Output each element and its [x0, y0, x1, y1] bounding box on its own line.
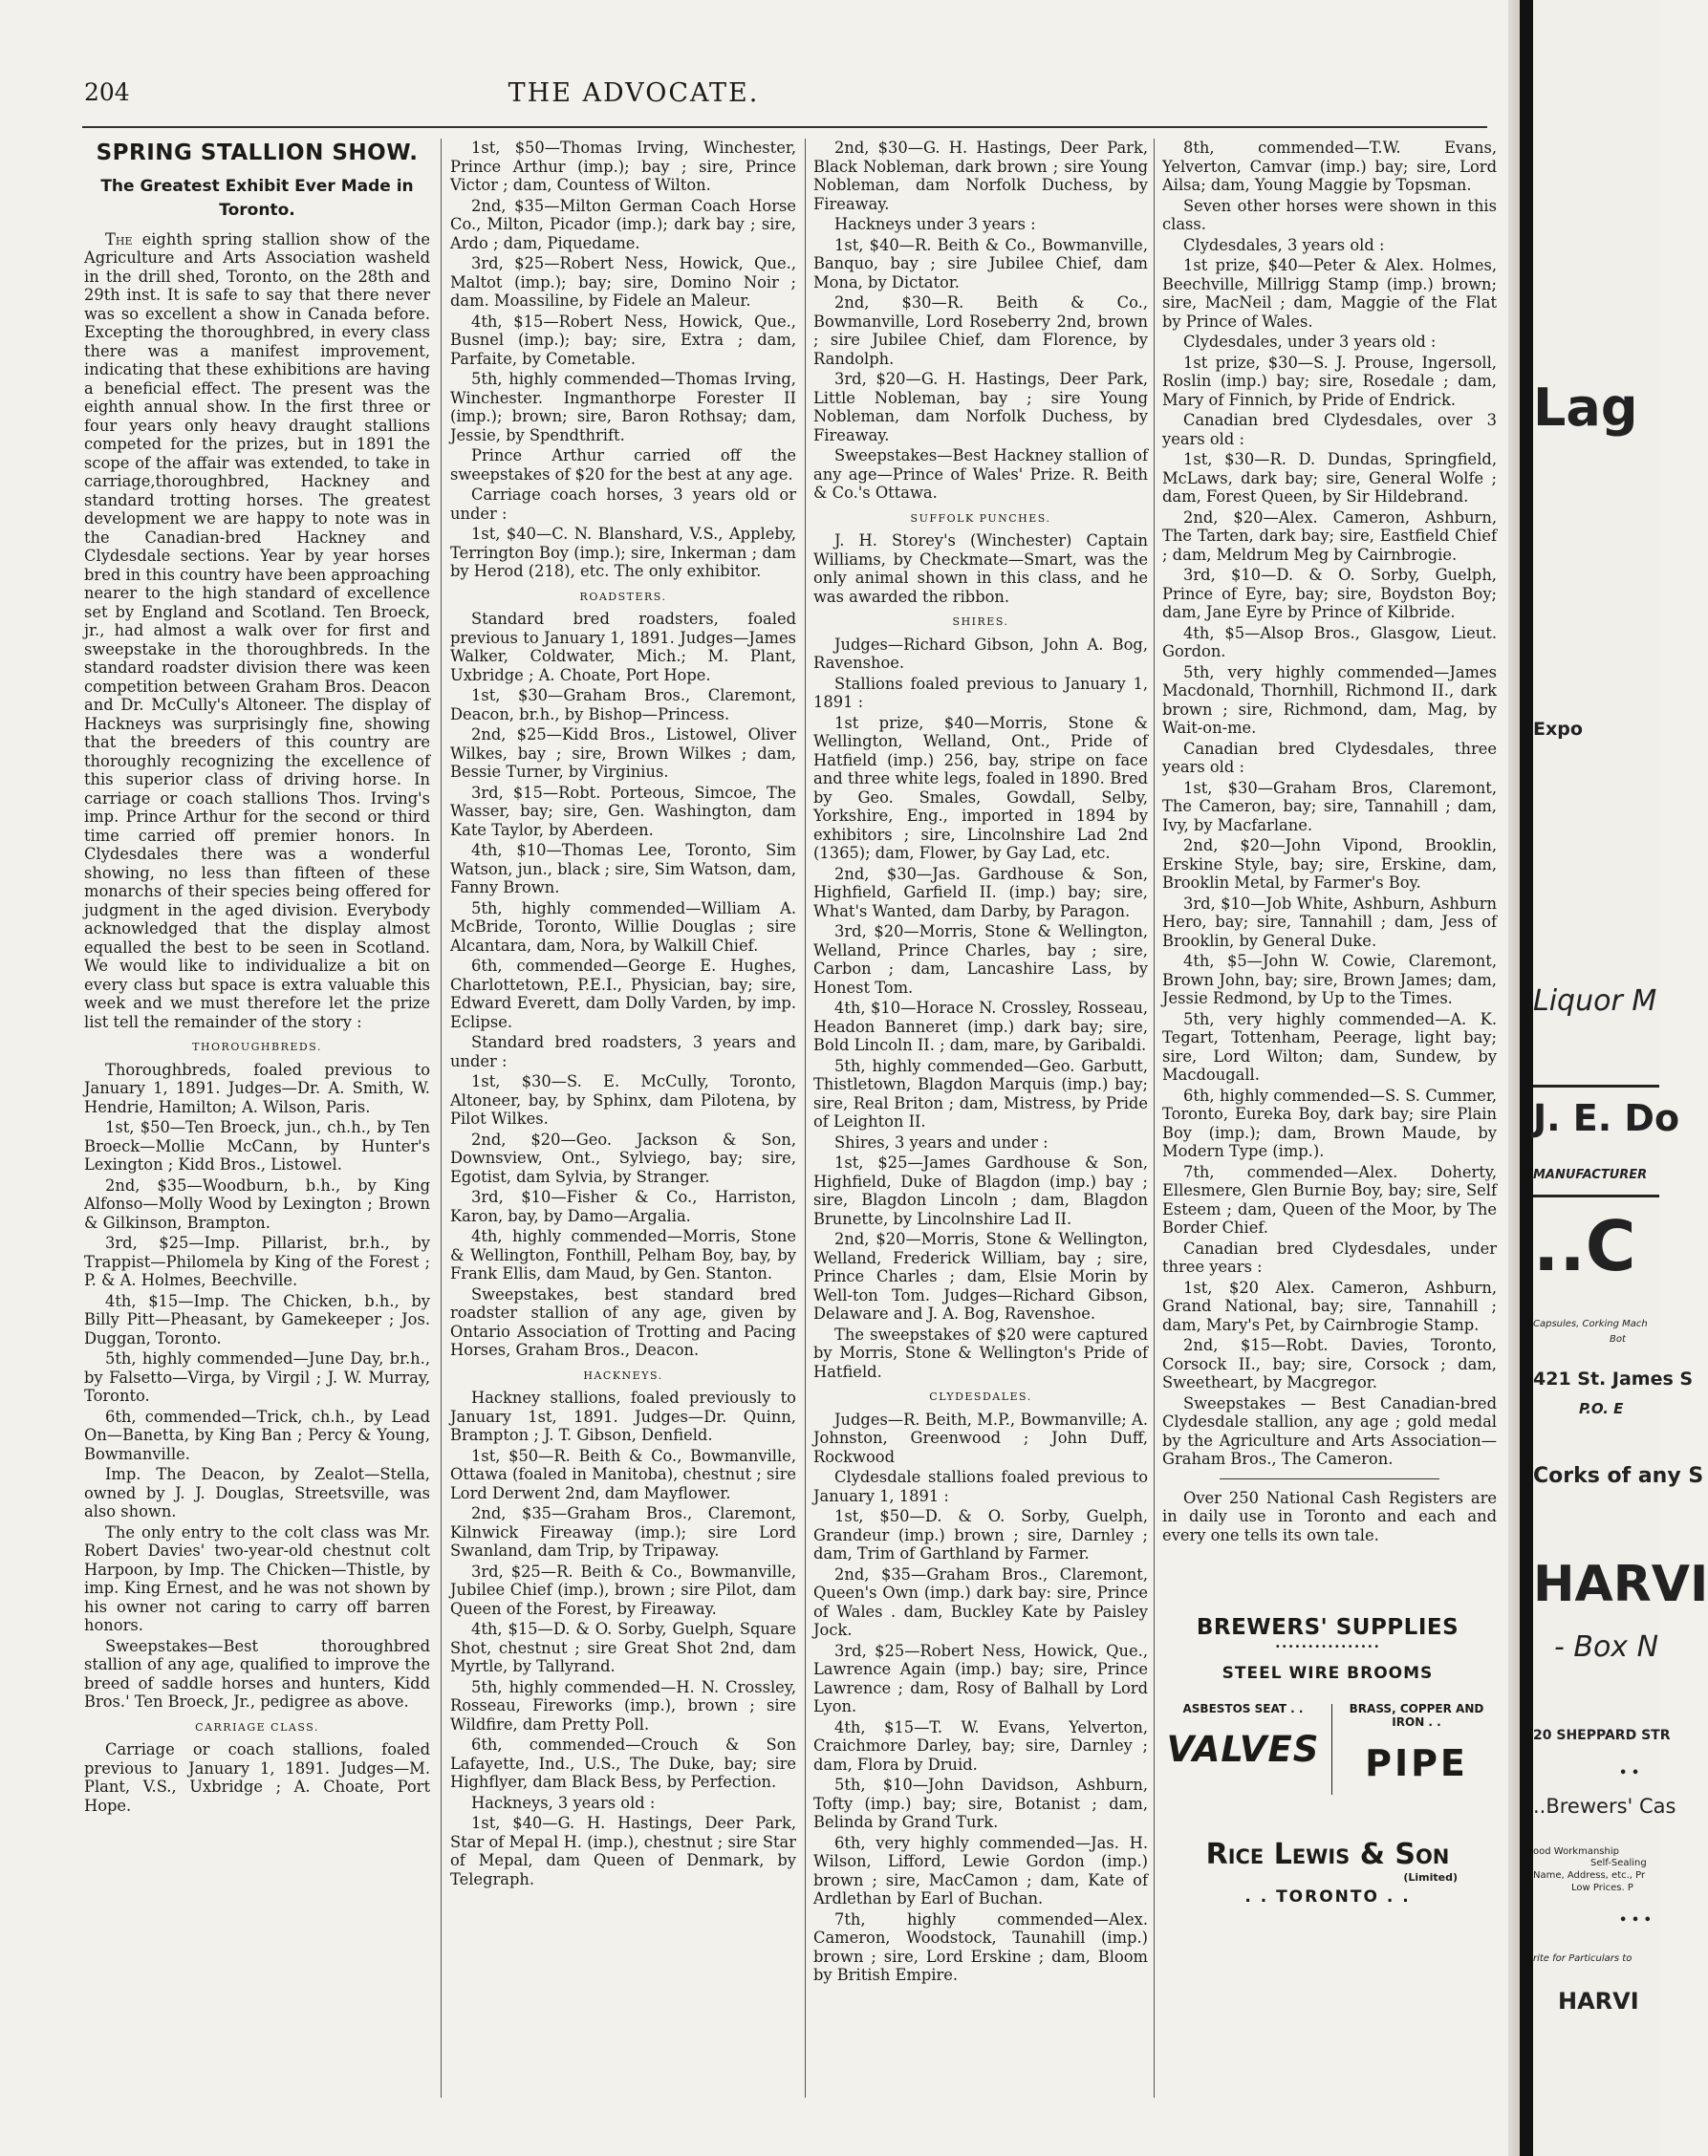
prize-entry: Canadian bred Clydesdales, over 3 years old :: [1162, 411, 1497, 448]
prize-entry: 2nd, $20—Alex. Cameron, Ashburn, The Tarten, dark bay; sire, Eastfield Chief ; dam, Meldrum Meg by Cairnbrogie.: [1162, 507, 1497, 564]
prize-entry: 1st, $25—James Gardhouse & Son, Highfield, Duke of Blagdon (imp.) bay ; sire, Blagdon Lincoln ; dam, Blagdon Brunette, by Lincolnshire Lad II.: [813, 1153, 1148, 1228]
prize-entry: The only entry to the colt class was Mr. Robert Davies' two-year-old chestnut colt Harpoon, by Imp. The Chicken—Thistle, by imp. King Ernest, and he was not shown by his owner not caring to carry off barren honors.: [84, 1522, 430, 1634]
next-page-text: HARVI: [1533, 1556, 1708, 1613]
ad-valves-block: [1159, 1702, 1327, 1822]
prize-entry: Sweepstakes—Best thoroughbred stallion of any age, qualified to improve the breed of saddle horses and hunters, Kidd Bros.' Ten Broeck, Jr., pedigree as above.: [84, 1636, 430, 1711]
prize-entry: 2nd, $35—Woodburn, b.h., by King Alfonso—Molly Wood by Lexington ; Brown & Gilkinson, Brampton.: [84, 1175, 430, 1232]
next-page-text: P.O. E: [1579, 1400, 1624, 1417]
next-page-text: Name, Address, etc., Pr: [1533, 1870, 1646, 1881]
column-3: [813, 139, 1148, 2102]
section-heading: CARRIAGE CLASS.: [195, 1720, 319, 1734]
prize-entry: Over 250 National Cash Registers are in daily use in Toronto and each and every one tells its own tale.: [1162, 1488, 1497, 1544]
prize-entry: 8th, commended—T.W. Evans, Yelverton, Camvar (imp.) bay; sire, Lord Ailsa; dam, Young Maggie by Topsman.: [1162, 139, 1497, 194]
prize-entry: 1st, $30—Graham Bros, Claremont, The Cameron, bay; sire, Tannahill ; dam, Ivy, by Macfarlane.: [1162, 778, 1497, 834]
prize-entry: 5th, highly commended—Geo. Garbutt, Thistletown, Blagdon Marquis (imp.) bay; sire, Real Briton ; dam, Mistress, by Pride of Leighton II.: [813, 1056, 1148, 1131]
next-page-text: Lag: [1533, 377, 1638, 438]
prize-entry: 1st, $40—R. Beith & Co., Bowmanville, Banquo, bay ; sire Jubilee Chief, dam Mona, by Dictator.: [813, 235, 1148, 291]
next-page-text: HARVI: [1558, 1988, 1639, 2015]
prize-entry: 3rd, $25—R. Beith & Co., Bowmanville, Jubilee Chief (imp.), brown ; sire Pilot, dam Queen of the Forest, by Fireaway.: [450, 1562, 796, 1618]
page-gutter: [1508, 0, 1520, 2156]
next-page-edge: [1533, 0, 1708, 2156]
prize-entry: 2nd, $25—Kidd Bros., Listowel, Oliver Wilkes, bay ; sire, Brown Wilkes ; dam, Bessie Turner, by Virginius.: [450, 725, 796, 781]
next-page-text: 20 SHEPPARD STR: [1533, 1728, 1671, 1743]
prize-entry: 3rd, $10—D. & O. Sorby, Guelph, Prince of Eyre, bay; sire, Boydston Boy; dam, Jane Eyre by Prince of Kilbride.: [1162, 566, 1497, 621]
prize-entry: 4th, $10—Thomas Lee, Toronto, Sim Watson, jun., black ; sire, Sim Watson, dam, Fanny Brown.: [450, 841, 796, 896]
prize-entry: 2nd, $30—Jas. Gardhouse & Son, Highfield, Garfield II. (imp.) bay; sire, What's Wanted, dam Darby, by Paragon.: [813, 864, 1148, 920]
ad-city: . . TORONTO . .: [1244, 1887, 1411, 1907]
next-page-text: rite for Particulars to: [1533, 1953, 1632, 1964]
prize-entry: 4th, $15—Imp. The Chicken, b.h., by Billy Pitt—Pheasant, by Gamekeeper ; Jos. Duggan, Toronto.: [84, 1291, 430, 1348]
prize-entry: Standard bred roadsters, foaled previous to January 1, 1891. Judges—James Walker, Coldwater, Mich.; M. Plant, Uxbridge ; A. Choate, Port Hope.: [450, 610, 796, 684]
next-page-text: • •: [1619, 1766, 1640, 1780]
ad-dots: ••••••••••••••••: [1274, 1642, 1381, 1652]
prize-entry: 5th, very highly commended—James Macdonald, Thornhill, Richmond II., dark brown ; sire, Richmond, dam, Mag, by Wait-on-me.: [1162, 662, 1497, 737]
article-intro: [84, 230, 430, 1032]
next-page-text: Low Prices. P: [1571, 1883, 1633, 1893]
prize-entry: Sweepstakes, best standard bred roadster stallion of any age, given by Ontario Association of Trotting and Pacing Horses, Graham Bros., Deacon.: [450, 1284, 796, 1359]
prize-entry: 2nd, $30—R. Beith & Co., Bowmanville, Lord Roseberry 2nd, brown ; sire Jubilee Chief, dam Florence, by Randolph.: [813, 293, 1148, 368]
prize-entry: 2nd, $35—Milton German Coach Horse Co., Milton, Picador (imp.); dark bay ; sire, Ardo ; dam, Piquedame.: [450, 196, 796, 252]
next-page-text: Corks of any S: [1533, 1464, 1704, 1488]
section-heading: SUFFOLK PUNCHES.: [910, 511, 1051, 525]
prize-entry: 2nd, $15—Robt. Davies, Toronto, Corsock II., bay; sire, Corsock ; dam, Sweetheart, by Macgregor.: [1162, 1336, 1497, 1391]
prize-entry: Canadian bred Clydesdales, under three years :: [1162, 1239, 1497, 1276]
prize-entry: 4th, $15—D. & O. Sorby, Guelph, Square Shot, chestnut ; sire Great Shot 2nd, dam Myrtle, by Tallyrand.: [450, 1620, 796, 1675]
prize-entry: 2nd, $30—G. H. Hastings, Deer Park, Black Nobleman, dark brown ; sire Young Nobleman, dam Norfolk Duchess, by Fireaway.: [813, 139, 1148, 213]
prize-entry: Stallions foaled previous to January 1, 1891 :: [813, 674, 1148, 711]
ad-left-small: ASBESTOS SEAT . .: [1182, 1702, 1304, 1715]
prize-entry: 3rd, $10—Fisher & Co., Harriston, Karon, bay, by Damo—Argalia.: [450, 1188, 796, 1225]
prize-entry: 2nd, $35—Graham Bros., Claremont, Kilnwick Fireaway (imp.); sire Lord Swanland, dam Trip, by Tripaway.: [450, 1504, 796, 1560]
prize-entry: Thoroughbreds, foaled previous to January 1, 1891. Judges—Dr. A. Smith, W. Hendrie, Hamilton; A. Wilson, Paris.: [84, 1060, 430, 1116]
prize-entry: 5th, $10—John Davidson, Ashburn, Tofty (imp.) bay; sire, Botanist ; dam, Belinda by Grand Turk.: [813, 1776, 1148, 1831]
prize-entry: Clydesdales, under 3 years old :: [1183, 333, 1437, 351]
prize-entry: Clydesdale stallions foaled previous to January 1, 1891 :: [813, 1468, 1148, 1505]
prize-entry: Hackneys under 3 years :: [834, 215, 1036, 233]
prize-entry: 1st prize, $40—Morris, Stone & Wellington, Welland, Ont., Pride of Hatfield (imp.) 256, bay, stripe on face and three white legs, foaled in 1890. Bred by Geo. Smales, Gowdall, Selby, Yorkshire, Eng., imported in 1894 by exhibitors ; sire, Lincolnshire Lad 2nd (1365); dam, Flower, by Gay Lad, etc.: [813, 713, 1148, 862]
ad-products: [1159, 1702, 1496, 1826]
prize-entry: 1st prize, $40—Peter & Alex. Holmes, Beechville, Millrigg Stamp (imp.) brown; sire, MacNeil ; dam, Maggie of the Flat by Prince of Wales.: [1162, 256, 1497, 331]
section-heading: CLYDESDALES.: [929, 1391, 1032, 1403]
prize-entry: 2nd, $20—Morris, Stone & Wellington, Welland, Frederick William, bay ; sire, Prince Charles ; dam, Elsie Morin by Well-ton Tom. Judges—Richard Gibson, Delaware and J. A. Bog, Ravenshoe.: [813, 1230, 1148, 1323]
section-heading: ROADSTERS.: [579, 590, 667, 603]
prize-entry: 3rd, $25—Imp. Pillarist, br.h., by Trappist—Philomela by King of the Forest ; P. & A. Holmes, Beechville.: [84, 1234, 430, 1289]
prize-entry: 3rd, $15—Robt. Porteous, Simcoe, The Wasser, bay; sire, Gen. Washington, dam Kate Taylor, by Aberdeen.: [450, 783, 796, 839]
prize-entry: Standard bred roadsters, 3 years and under :: [450, 1033, 796, 1070]
prize-entry: 6th, commended—George E. Hughes, Charlottetown, P.E.I., Physician, bay; sire, Edward Everett, dam Dolly Varden, by imp. Eclipse.: [450, 957, 796, 1031]
intro-dropcap: The: [105, 229, 133, 248]
column-divider: [805, 139, 806, 2098]
prize-entry: 2nd, $20—Geo. Jackson & Son, Downsview, Ont., Sylviego, bay; sire, Egotist, dam Sylvia, by Stranger.: [450, 1130, 796, 1186]
next-page-text: • • •: [1619, 1913, 1652, 1928]
intro-text: eighth spring stallion show of the Agriculture and Arts Association washeld in the drill shed, Toronto, on the 28th and 29th inst. It is safe to say that there never was so excellent a show in Canada before. Excepting the thoroughbred, in every class there was a manifest improvement, indicating that these exhibitions are having a beneficial effect. The present was the eighth annual show. In the first three or four years only heavy draught stallions competed for the prizes, but in 1891 the scope of the affair was extended, to take in carriage,thoroughbred, Hackney and standard trotting horses. The greatest development we are happy to note was in the Canadian-bred Hackney and Clydesdale sections. Year by year horses bred in this country have been approaching nearer to the high standard of excellence set by England and Scotland. Ten Broeck, jr., had almost a walk over for first and sweepstake in the thoroughbreds. In the standard roadster division there was keen competition between Graham Bros. Deacon and Dr. McCully's Altoneer. The display of Hackneys was surprisingly fine, showing that the breeders of this country are thoroughly recognizing the excellence of this superior class of driving horse. In carriage or coach stallions Thos. Irving's imp. Prince Arthur for the second or third time carried off premier honors. In Clydesdales there was a wonderful showing, no less than fifteen of these monarchs of their species being offered for judgment in the aged division. Everybody acknowledged that the display almost equalled the best to be seen in Scotland. We would like to individualize a bit on every class but space is extra valuable this week and we must therefore let the prize list tell the remainder of the story :: [84, 229, 430, 1031]
prize-entry: 1st, $40—C. N. Blanshard, V.S., Appleby, Terrington Boy (imp.); sire, Inkerman ; dam by Herod (218), etc. The only exhibitor.: [450, 525, 796, 580]
article-headline: SPRING STALLION SHOW.: [96, 140, 419, 165]
section-heading: HACKNEYS.: [583, 1369, 663, 1382]
prize-entry: Shires, 3 years and under :: [834, 1132, 1049, 1152]
column-divider: [441, 139, 442, 2098]
ad-pipe-block: [1337, 1702, 1496, 1822]
prize-entry: 6th, highly commended—S. S. Cummer, Toronto, Eureka Boy, dark bay; sire Plain Boy (imp.); dam, Brown Maude, by Modern Type (imp.).: [1162, 1086, 1497, 1160]
prize-entry: 1st, $50—Ten Broeck, jun., ch.h., by Ten Broeck—Mollie McCann, by Hunter's Lexington ; Kidd Bros., Listowel.: [84, 1118, 430, 1174]
next-page-text: Bot: [1610, 1334, 1626, 1345]
next-page-text: MANUFACTURER: [1533, 1168, 1648, 1182]
prize-entry: 4th, $5—John W. Cowie, Claremont, Brown John, bay; sire, Brown James; dam, Jessie Redmond, by Up to the Times.: [1162, 952, 1497, 1007]
section-rule: [1220, 1478, 1439, 1479]
prize-entry: J. H. Storey's (Winchester) Captain Williams, by Checkmate—Smart, was the only animal shown in this class, and he was awarded the ribbon.: [813, 531, 1148, 606]
page-number: 204: [84, 78, 130, 106]
prize-entry: 3rd, $10—Job White, Ashburn, Ashburn Hero, bay; sire, Tannahill ; dam, Jess of Brooklin, by General Duke.: [1162, 894, 1497, 950]
ad-subtitle: STEEL WIRE BROOMS: [1222, 1664, 1434, 1683]
next-page-text: ..Brewers' Cas: [1533, 1795, 1676, 1818]
prize-entry: Sweepstakes — Best Canadian-bred Clydesdale stallion, any age ; gold medal by the Agriculture and Arts Association—Graham Bros., The Cameron.: [1162, 1393, 1497, 1468]
ad-right-big: PIPE: [1365, 1742, 1468, 1784]
next-page-text: ..C: [1533, 1206, 1636, 1286]
prize-entry: 4th, $15—T. W. Evans, Yelverton, Craichmore Darley, bay; sire, Darnley ; dam, Flora by Druid.: [813, 1717, 1148, 1774]
prize-entry: 2nd, $20—John Vipond, Brooklin, Erskine Style, bay; sire, Erskine, dam, Brooklin Metal, by Farmer's Boy.: [1162, 836, 1497, 892]
column-2: [450, 139, 796, 2102]
prize-entry: Carriage coach horses, 3 years old or under :: [450, 485, 796, 523]
next-page-text: Self-Sealing: [1590, 1858, 1647, 1868]
prize-entry: Hackney stallions, foaled previously to January 1st, 1891. Judges—Dr. Quinn, Brampton ; J. T. Gibson, Denfield.: [450, 1389, 796, 1444]
prize-entry: Imp. The Deacon, by Zealot—Stella, owned by J. J. Douglas, Streetsville, was also shown.: [84, 1465, 430, 1520]
prize-entry: 3rd, $25—Robert Ness, Howick, Que., Lawrence Again (imp.) bay; sire, Prince Lawrence ; dam, Rosy of Balhall by Lord Lyon.: [813, 1641, 1148, 1715]
ad-right-small: BRASS, COPPER AND IRON . .: [1349, 1702, 1484, 1729]
brewers-supplies-ad: [1159, 1615, 1496, 2026]
prize-entry: 1st, $30—R. D. Dundas, Springfield, McLaws, dark bay; sire, General Wolfe ; dam, Forest Queen, by Sir Hildebrand.: [1162, 450, 1497, 506]
section-heading: SHIRES.: [952, 615, 1009, 628]
ad-title: BREWERS' SUPPLIES: [1196, 1615, 1459, 1640]
newspaper-title: THE ADVOCATE.: [508, 78, 760, 108]
prize-entry: The sweepstakes of $20 were captured by Morris, Stone & Wellington's Pride of Hatfield.: [813, 1325, 1148, 1381]
prize-entry: 7th, commended—Alex. Doherty, Ellesmere, Glen Burnie Boy, bay; sire, Self Esteem ; dam, Queen of the Moor, by The Border Chief.: [1162, 1162, 1497, 1237]
column-divider: [1154, 139, 1155, 2098]
prize-entry: 6th, very highly commended—Jas. H. Wilson, Lifford, Lewie Gordon (imp.) brown ; sire, MacCamon ; dam, Kate of Ardlethan by Earl of Buchan.: [813, 1833, 1148, 1908]
prize-entry: 4th, $5—Alsop Bros., Glasgow, Lieut. Gordon.: [1162, 623, 1497, 660]
article-subhead: The Greatest Exhibit Ever Made in Toronto.: [100, 176, 414, 220]
prize-entry: 3rd, $25—Robert Ness, Howick, Que., Maltot (imp.); bay; sire, Domino Noir ; dam. Moassiline, by Fidele an Maleur.: [450, 254, 796, 310]
next-page-text: J. E. Do: [1533, 1097, 1680, 1139]
prize-entry: Judges—R. Beith, M.P., Bowmanville; A. Johnston, Greenwood ; John Duff, Rockwood: [813, 1410, 1148, 1466]
binding-edge: [1520, 0, 1533, 2156]
prize-entry: 1st, $50—D. & O. Sorby, Guelph, Grandeur (imp.) brown ; sire, Darnley ; dam, Trim of Garthland by Farmer.: [813, 1507, 1148, 1563]
prize-entry: 4th, highly commended—Morris, Stone & Wellington, Fonthill, Pelham Boy, bay, by Frank Ellis, dam Maud, by Gen. Stanton.: [450, 1227, 796, 1283]
next-page-text: Liquor M: [1533, 984, 1657, 1018]
next-page-rule: [1533, 1085, 1659, 1088]
next-page-text: ood Workmanship: [1533, 1846, 1619, 1857]
prize-entry: 4th, $15—Robert Ness, Howick, Que., Busnel (imp.); bay; sire, Extra ; dam, Parfaite, by Cometable.: [450, 312, 796, 368]
prize-entry: 1st, $20 Alex. Cameron, Ashburn, Grand National, bay; sire, Tannahill ; dam, Mary's Pet, by Cairnbrogie Stamp.: [1162, 1278, 1497, 1334]
column-1: [84, 139, 430, 2102]
column-4: [1162, 139, 1497, 1601]
prize-entry: 5th, highly commended—June Day, br.h., by Falsetto—Virga, by Virgil ; J. W. Murray, Toronto.: [84, 1349, 430, 1405]
prize-entry: Prince Arthur carried off the sweepstakes of $20 for the best at any age.: [450, 446, 796, 484]
prize-entry: 4th, $10—Horace N. Crossley, Rosseau, Headon Banneret (imp.) dark bay; sire, Bold Lincoln II. ; dam, mare, by Garibaldi.: [813, 999, 1148, 1054]
prize-entry: Seven other horses were shown in this class.: [1162, 196, 1497, 233]
prize-entry: 1st prize, $30—S. J. Prouse, Ingersoll, Roslin (imp.) bay; sire, Rosedale ; dam, Mary of Finnich, by Pride of Endrick.: [1162, 353, 1497, 409]
prize-entry: 5th, highly commended—H. N. Crossley, Rosseau, Fireworks (imp.), brown ; sire Wildfire, dam Pretty Poll.: [450, 1677, 796, 1734]
prize-entry: 5th, very highly commended—A. K. Tegart, Tottenham, Peerage, light bay; sire, Lord Wilton; dam, Sundew, by Macdougall.: [1162, 1009, 1497, 1084]
next-page-rule: [1533, 1195, 1659, 1197]
prize-entry: 6th, commended—Trick, ch.h., by Lead On—Banetta, by King Ban ; Percy & Young, Bowmanville.: [84, 1407, 430, 1463]
prize-entry: 1st, $50—Thomas Irving, Winchester, Prince Arthur (imp.); bay ; sire, Prince Victor ; dam, Countess of Wilton.: [450, 139, 796, 194]
prize-entry: 3rd, $20—G. H. Hastings, Deer Park, Little Nobleman, bay ; sire Young Nobleman, dam Norfolk Duchess, by Fireaway.: [813, 370, 1148, 444]
ad-left-big: VALVES: [1166, 1729, 1320, 1770]
prize-entry: Carriage or coach stallions, foaled previous to January 1, 1891. Judges—M. Plant, V.S., Uxbridge ; A. Choate, Port Hope.: [84, 1740, 430, 1815]
prize-entry: 3rd, $20—Morris, Stone & Wellington, Welland, Prince Charles, bay ; sire, Carbon ; dam, Lancashire Lass, by Honest Tom.: [813, 922, 1148, 997]
prize-entry: 1st, $30—S. E. McCully, Toronto, Altoneer, bay, by Sphinx, dam Pilotena, by Pilot Wilkes.: [450, 1072, 796, 1128]
prize-entry: 1st, $30—Graham Bros., Claremont, Deacon, br.h., by Bishop—Princess.: [450, 686, 796, 723]
ad-firm: Rice Lewis & Son: [1205, 1838, 1450, 1871]
prize-entry: 7th, highly commended—Alex. Cameron, Woodstock, Taunahill (imp.) brown ; sire, Lord Erskine ; dam, Bloom by British Empire.: [813, 1909, 1148, 1984]
next-page-text: - Box N: [1554, 1630, 1659, 1664]
page-header: [84, 78, 1499, 117]
prize-entry: Judges—Richard Gibson, John A. Bog, Ravenshoe.: [813, 635, 1148, 672]
prize-entry: Hackneys, 3 years old :: [471, 1793, 656, 1812]
next-page-text: Expo: [1533, 719, 1583, 740]
prize-entry: Sweepstakes—Best Hackney stallion of any age—Prince of Wales' Prize. R. Beith & Co.'s Ottawa.: [813, 446, 1148, 502]
prize-entry: 5th, highly commended—William A. McBride, Toronto, Willie Douglas ; sire Alcantara, dam, Nora, by Walkill Chief.: [450, 898, 796, 955]
prize-entry: 1st, $50—R. Beith & Co., Bowmanville, Ottawa (foaled in Manitoba), chestnut ; sire Lord Derwent 2nd, dam Mayflower.: [450, 1446, 796, 1502]
prize-entry: 6th, commended—Crouch & Son Lafayette, Ind., U.S., The Duke, bay; sire Highflyer, dam Black Bess, by Perfection.: [450, 1736, 796, 1791]
prize-entry: Canadian bred Clydesdales, three years old :: [1162, 739, 1497, 776]
ad-limited: (Limited): [1403, 1871, 1458, 1884]
next-page-text: 421 St. James S: [1533, 1369, 1694, 1390]
prize-entry: 1st, $40—G. H. Hastings, Deer Park, Star of Mepal H. (imp.), chestnut ; sire Star of Mepal, dam Queen of Denmark, by Telegraph.: [450, 1814, 796, 1888]
header-rule: [82, 126, 1487, 128]
prize-entry: 2nd, $35—Graham Bros., Claremont, Queen's Own (imp.) dark bay: sire, Prince of Wales . dam, Buckley Kate by Paisley Jock.: [813, 1564, 1148, 1639]
prize-entry: Clydesdales, 3 years old :: [1183, 235, 1385, 254]
ad-divider: [1331, 1704, 1332, 1795]
section-heading: THOROUGHBREDS.: [192, 1041, 322, 1053]
next-page-text: Capsules, Corking Mach: [1533, 1319, 1648, 1329]
prize-entry: 5th, highly commended—Thomas Irving, Winchester. Ingmanthorpe Forester II (imp.); brown; sire, Baron Rothsay; dam, Jessie, by Spendthrift.: [450, 370, 796, 444]
